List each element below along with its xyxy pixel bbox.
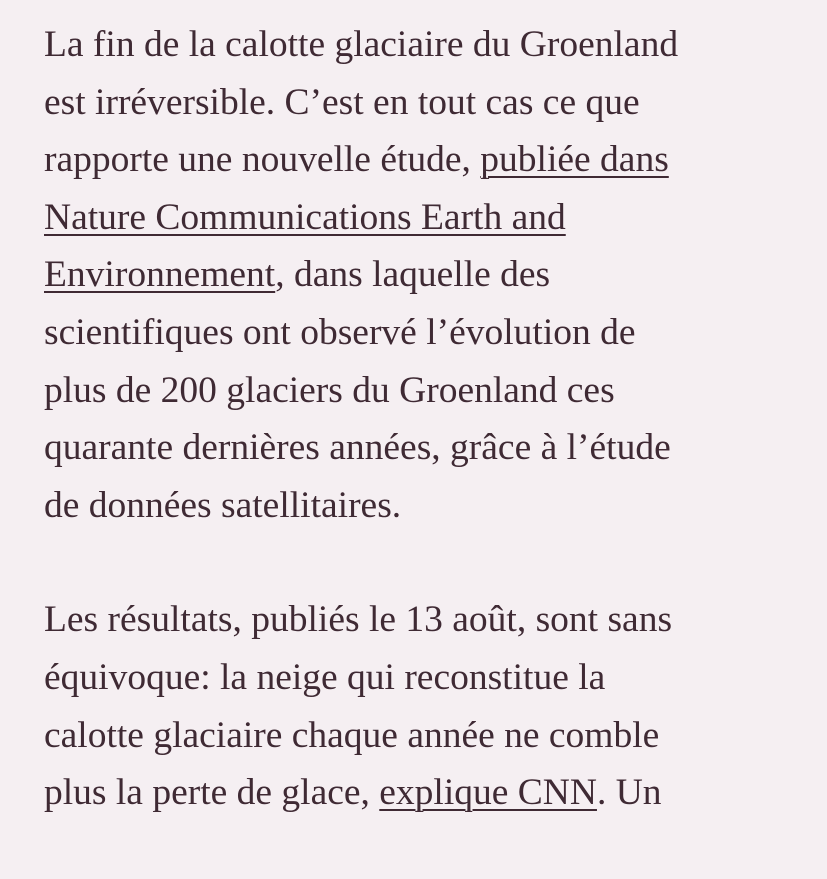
paragraph-1-line-5-text: , dans laquelle des <box>275 254 551 296</box>
paragraph-2-line-1: Les résultats, publiés le 13 août, sont sans <box>44 599 673 641</box>
paragraph-1-line-1: La fin de la calotte glaciaire du Groenland <box>44 24 679 65</box>
paragraph-2 <box>44 591 814 821</box>
paragraph-1-line-4 <box>44 189 814 247</box>
study-link-part-1[interactable]: publiée dans <box>480 139 669 181</box>
paragraph-2-line-4 <box>44 764 814 822</box>
paragraph-1-line-7: plus de 200 glaciers du Groenland ces <box>44 369 615 411</box>
cnn-link[interactable]: explique CNN <box>379 772 597 814</box>
paragraph-1-line-3 <box>44 131 814 189</box>
study-link-part-2[interactable]: Nature Communications Earth and <box>44 196 566 238</box>
paragraph-1-line-8: quarante dernières années, grâce à l’étude <box>44 427 671 469</box>
paragraph-2-line-3: calotte glaciaire chaque année ne comble <box>44 714 660 756</box>
paragraph-2-line-4-after: . Un <box>596 772 662 814</box>
paragraph-1-line-2: est irréversible. C’est en tout cas ce que <box>44 81 640 123</box>
paragraph-2-line-2: équivoque: la neige qui reconstitue la <box>44 656 606 698</box>
paragraph-1-line-6: scientifiques ont observé l’évolution de <box>44 311 636 353</box>
paragraph-1-line-3-text: rapporte une nouvelle étude, <box>44 139 481 181</box>
study-link-part-3[interactable]: Environnement <box>44 254 276 296</box>
paragraph-2-line-4-text: plus la perte de glace, <box>44 772 380 814</box>
article-body <box>44 16 814 879</box>
paragraph-1 <box>44 16 814 534</box>
paragraph-1-line-5 <box>44 246 814 304</box>
paragraph-1-line-9: de données satellitaires. <box>44 484 402 526</box>
